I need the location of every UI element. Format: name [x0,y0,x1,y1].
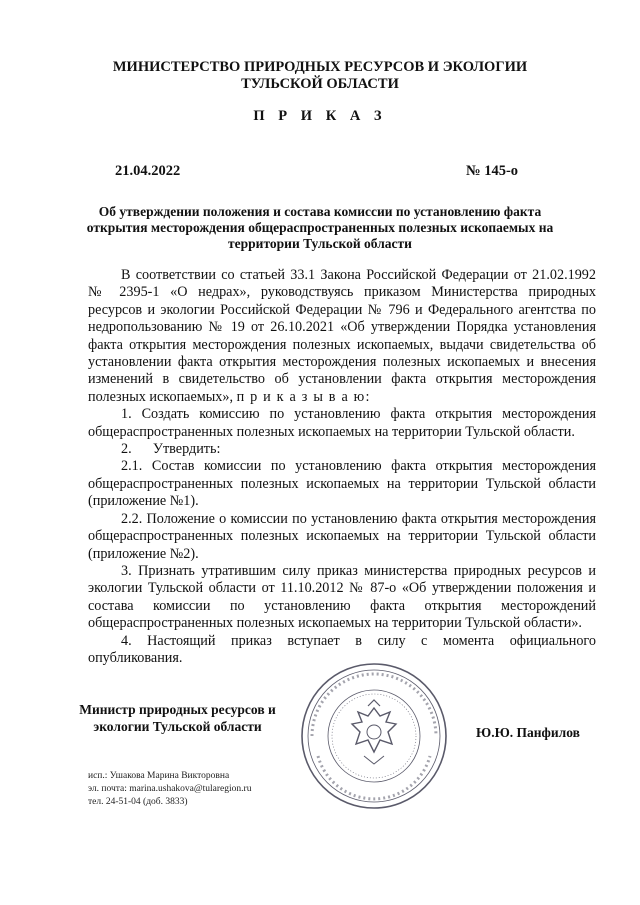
item-2-1: 2.1. Состав комиссии по установлению факта открытия месторождения общераспространенных полезных ископаемых на территории Тульской области (приложение №1). [88,458,596,510]
ministry-line-1: МИНИСТЕРСТВО ПРИРОДНЫХ РЕСУРСОВ И ЭКОЛОГИИ [112,59,528,75]
official-seal [298,660,450,812]
preamble-paragraph [88,267,596,406]
signer-position-line-2: экологии Тульской области [93,719,262,734]
item-2: 2. Утвердить: [121,441,221,458]
item-4: 4. Настоящий приказ вступает в силу с момента официального опубликования. [88,632,596,666]
order-body [88,267,596,667]
subject-line-1: Об утверждении положения и состава комиссии по установлению факта [98,204,542,219]
executor-email: эл. почта: marina.ushakova@tularegion.ru [88,784,252,794]
order-date: 21.04.2022 [115,163,181,179]
order-number: № 145-о [466,163,519,179]
signer-position [55,701,300,735]
subject-line-3: территории Тульской области [228,236,412,251]
executor-name: исп.: Ушакова Марина Викторовна [88,771,230,781]
signer-name: Ю.Ю. Панфилов [476,725,580,740]
document-type: П Р И К А З [253,108,387,124]
executor-contacts [88,770,251,809]
order-subject [70,204,570,252]
item-3: 3. Признать утратившим силу приказ министерства природных ресурсов и экологии Тульской области от 11.10.2012 № 87-о «Об утверждении положения и состава комиссии по установлению факта открытия месторождений общераспространенных полезных ископаемых на территории Тульской области». [88,562,596,632]
signer-position-line-1: Министр природных ресурсов и [79,702,276,717]
ministry-header [60,59,580,93]
preamble-command: п р и к а з ы в а ю: [236,388,371,405]
item-1: 1. Создать комиссию по установлению факта открытия месторождения общераспространенных полезных ископаемых на территории Тульской области. [88,406,596,440]
subject-line-2: открытия месторождения общераспространенных полезных ископаемых на [86,220,554,235]
ministry-line-2: ТУЛЬСКОЙ ОБЛАСТИ [241,76,399,92]
preamble-text: В соответствии со статьей 33.1 Закона Российской Федерации от 21.02.1992 № 2395-1 «О недрах», руководствуясь приказом Министерства природных ресурсов и экологии Российской Федерации № 796 и Федерального агентства по недропользованию № 19 от 26.10.2021 «Об утверждении Порядка установления факта открытия месторождения полезных ископаемых, выдачи свидетельства об установлении факта открытия месторождения полезных ископаемых и внесения изменений в свидетельство об установлении факта открытия месторождения полезных ископаемых», [88,267,596,405]
item-2-2: 2.2. Положение о комиссии по установлению факта открытия месторождения общераспространенных полезных ископаемых на территории Тульской области (приложение №2). [88,510,596,562]
executor-phone: тел. 24-51-04 (доб. 3833) [88,797,188,807]
